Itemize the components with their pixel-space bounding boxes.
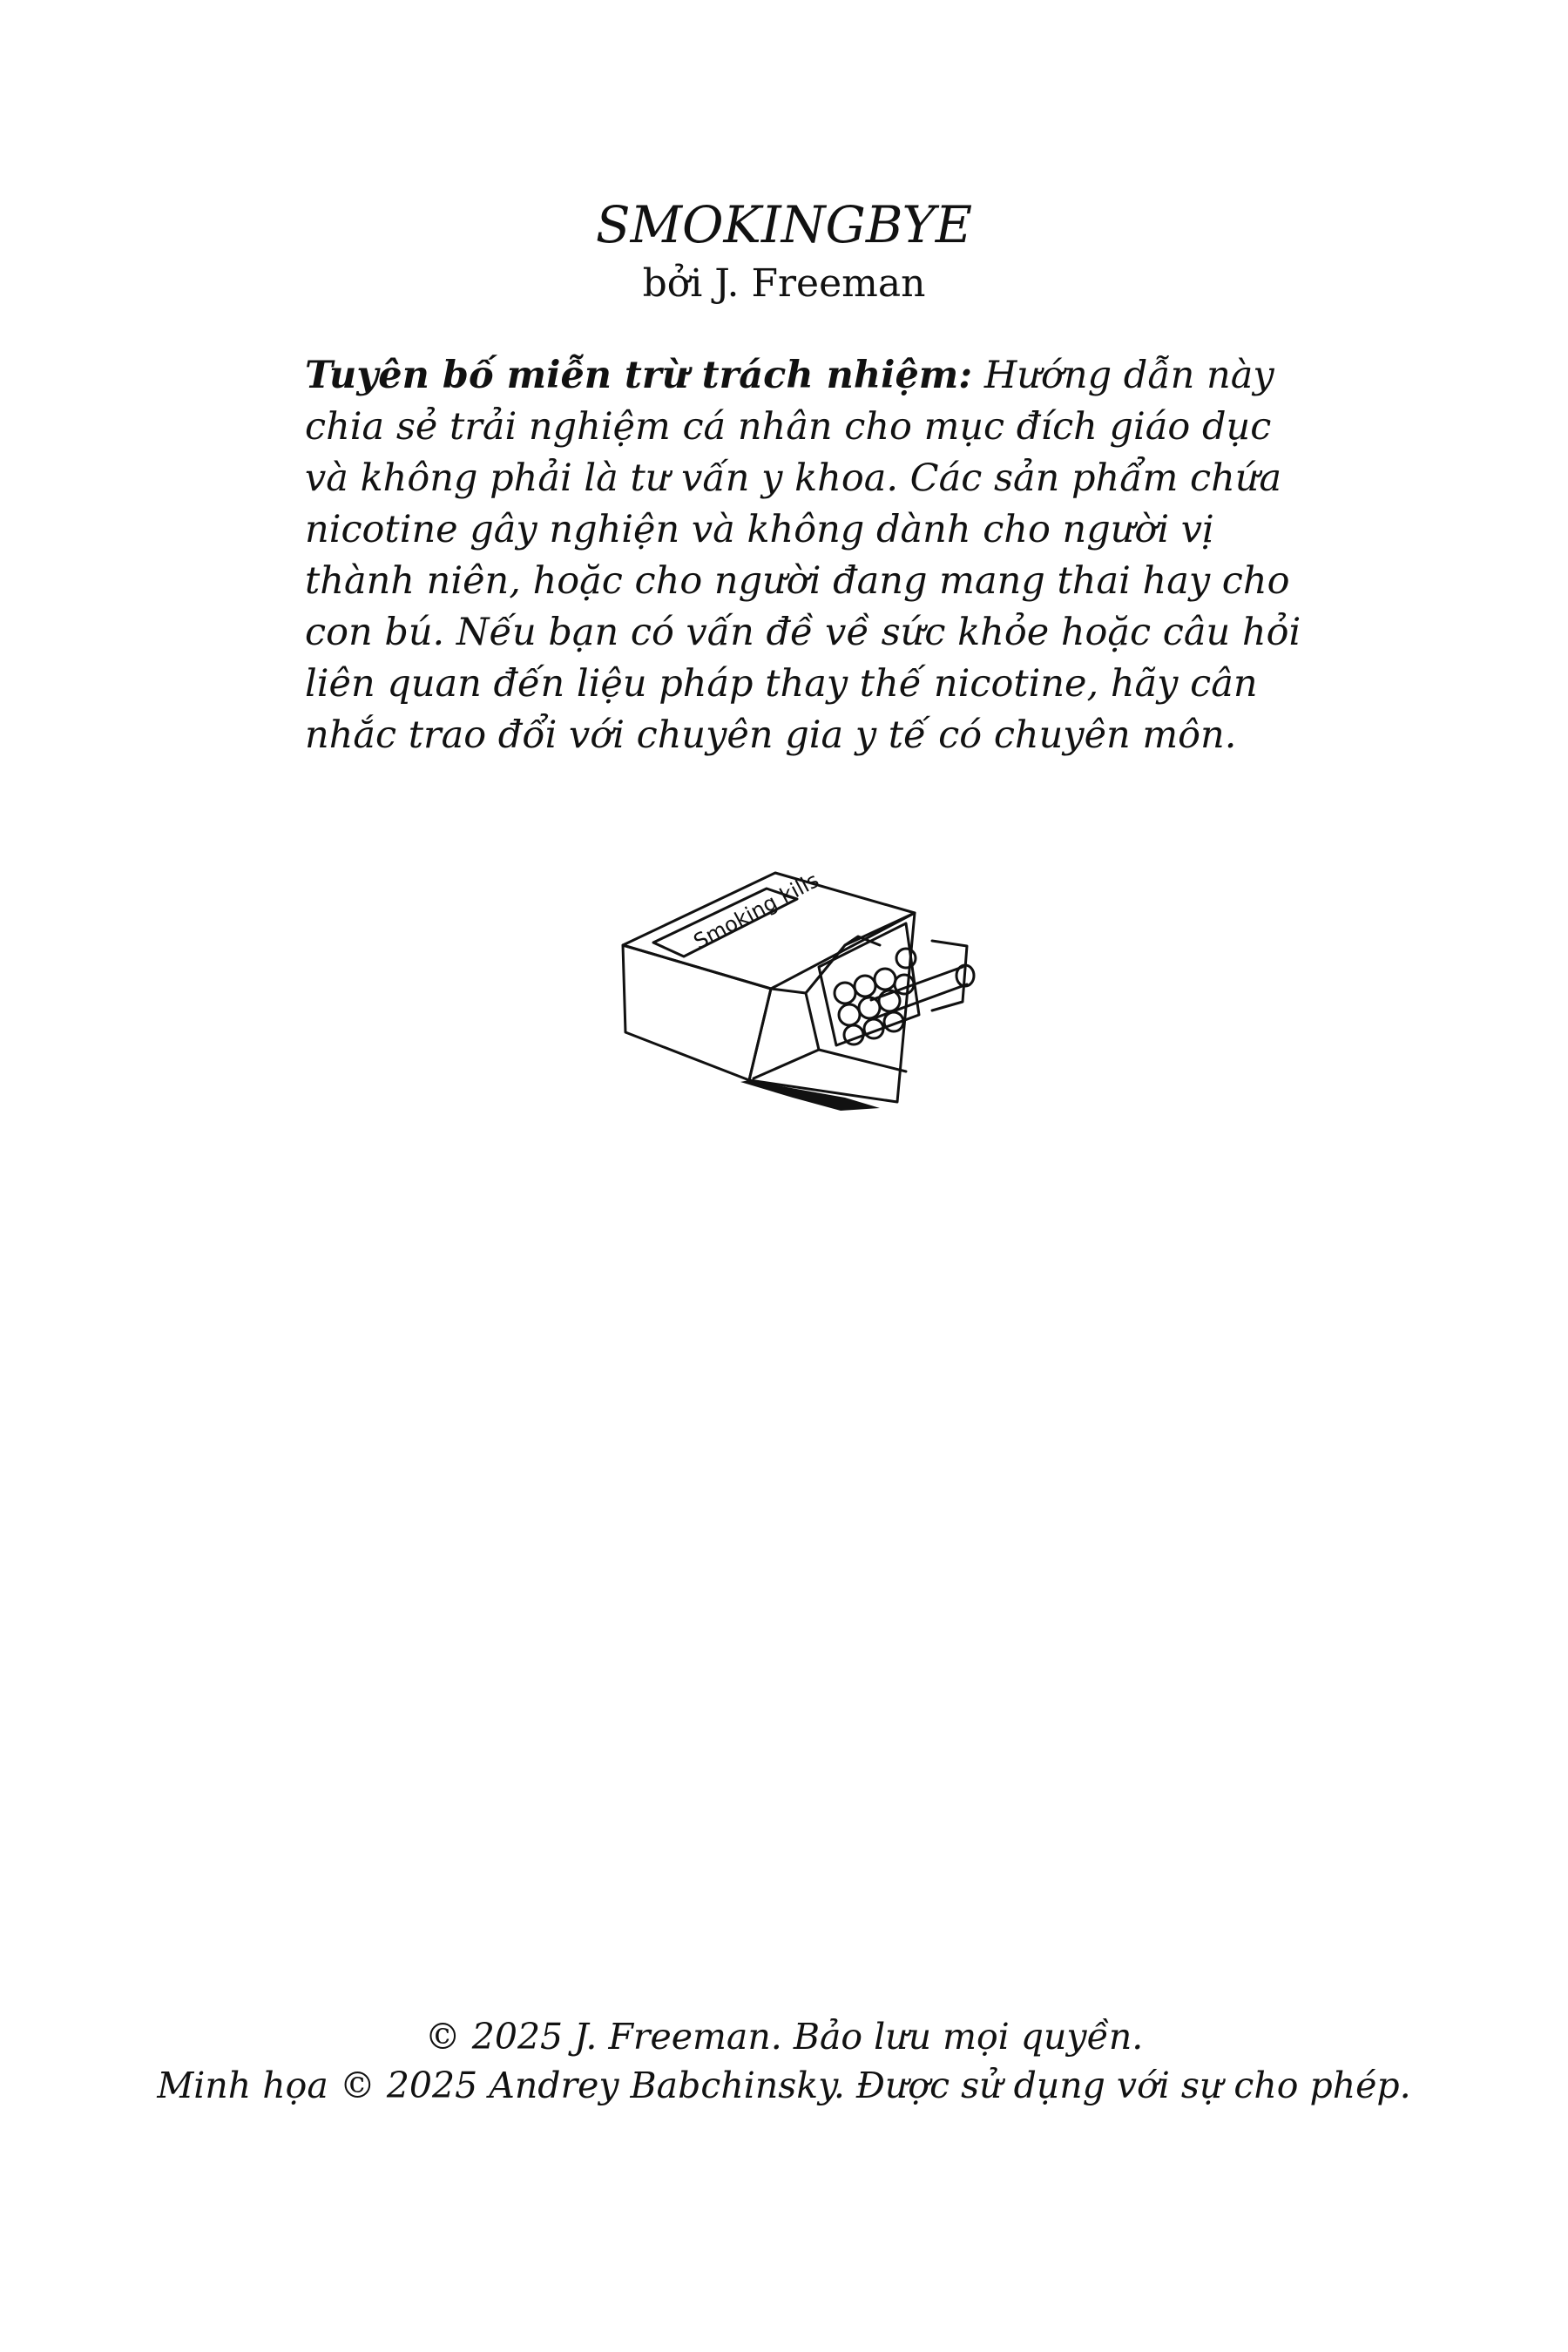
- disclaimer-paragraph: [305, 350, 1315, 761]
- illustration-credit-line: Minh họa © 2025 Andrey Babchinsky. Được sử dụng với sự cho phép.: [157, 2065, 1411, 2106]
- disclaimer-lead: Tuyên bố miễn trừ trách nhiệm:: [305, 354, 973, 397]
- author-byline: bởi J. Freeman: [642, 261, 926, 306]
- copyright-line: © 2025 J. Freeman. Bảo lưu mọi quyền.: [424, 2016, 1144, 2058]
- disclaimer-body: Hướng dẫn này chia sẻ trải nghiệm cá nhân cho mục đích giáo dục và không phải là tư vấn y khoa. Các sản phẩm chứa nicotine gây nghiện và không dành cho người vị thành niên, hoặc cho người đang mang thai hay cho con bú. Nếu bạn có vấn đề về sức khỏe hoặc câu hỏi liên quan đến liệu pháp thay thế nicotine, hãy cân nhắc trao đổi với chuyên gia y tế có chuyên môn.: [305, 354, 1301, 757]
- book-title: SMOKINGBYE: [595, 195, 973, 254]
- page-footer: [0, 2012, 1568, 2110]
- pack-side-face: [749, 913, 915, 1102]
- pack-front-face: [623, 945, 771, 1080]
- pack-label-text: Smoking kills: [689, 868, 823, 955]
- cigarette-pack-illustration: [618, 862, 1028, 1115]
